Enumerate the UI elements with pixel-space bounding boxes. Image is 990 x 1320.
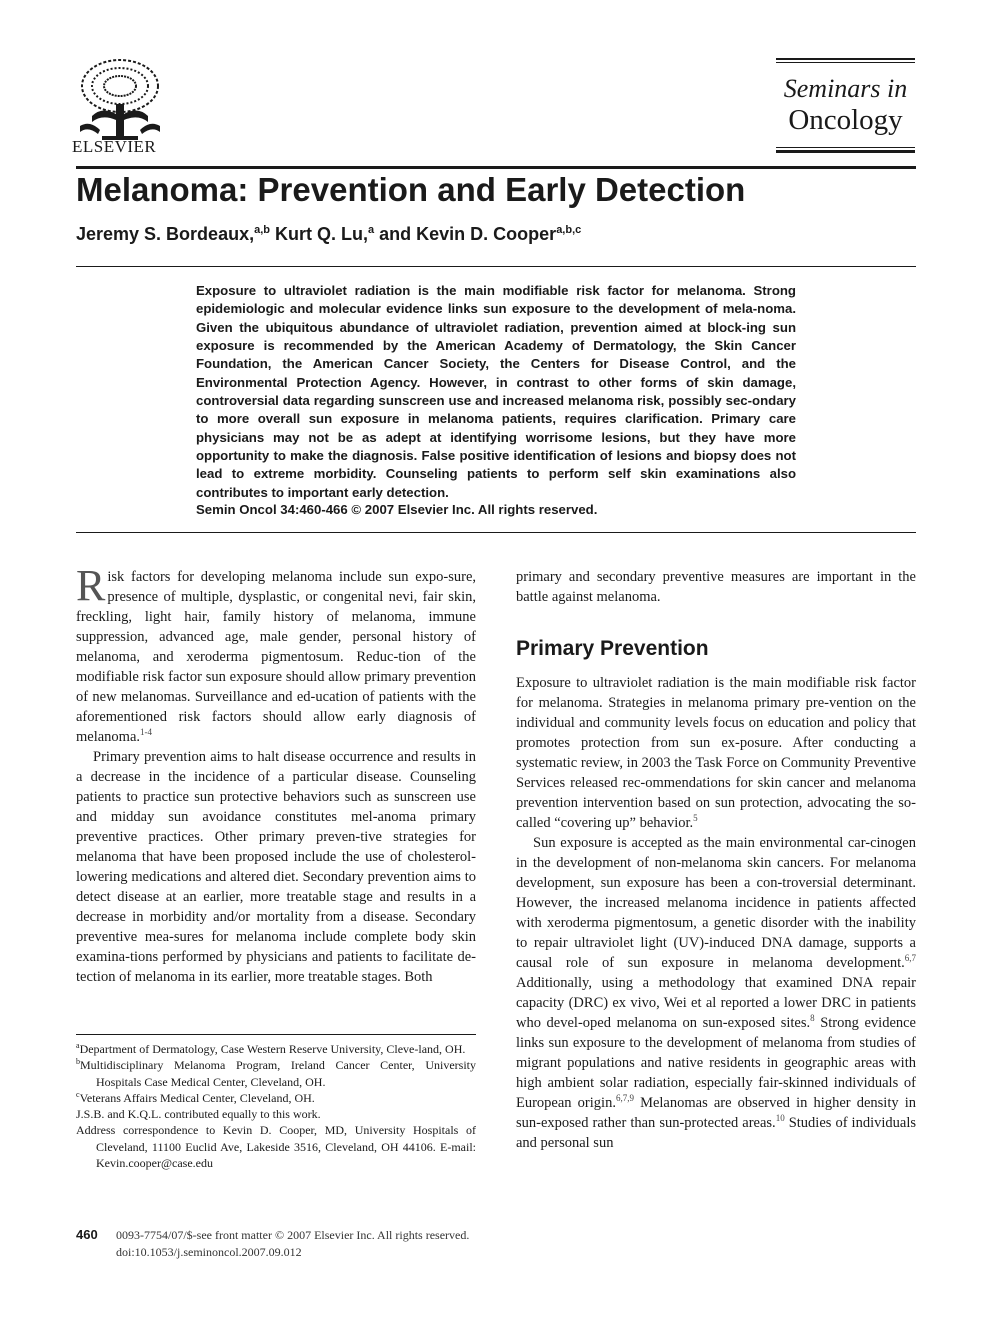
reference-link[interactable]: 6,7 <box>904 953 916 964</box>
reference-link[interactable]: 10 <box>775 1113 785 1124</box>
header-rule <box>76 166 916 169</box>
body-paragraph: primary and secondary preventive measures are important in the battle against melanoma. <box>516 569 916 605</box>
footnote-mark: b <box>76 1057 80 1067</box>
publisher-name: ELSEVIER <box>72 137 157 156</box>
reference-link[interactable]: 1-4 <box>140 727 153 738</box>
footnote-text: J.S.B. and K.Q.L. contributed equally to this work. <box>76 1107 321 1122</box>
doi-line[interactable]: doi:10.1053/j.seminoncol.2007.09.012 <box>116 1245 302 1259</box>
paragraph-text: isk factors for developing melanoma include sun expo-sure, presence of multiple, dysplastic, or congenital nevi, fair skin, freckling, light hair, family history of melanoma, immune suppression, advanced age, male gender, personal history of melanoma, and xeroderma pigmentosum. Reduc-tion of the modifiable risk factor sun exposure should allow primary prevention of new melanomas. Surveillance and ed-ucation of patients with the aforementioned risk factors should allow early diagnosis of melanoma. <box>76 569 476 745</box>
author-affiliation: a,b <box>254 224 270 236</box>
masthead-rule-bottom <box>776 150 915 153</box>
reference-link[interactable]: 5 <box>693 813 698 824</box>
page-footer <box>116 1227 469 1261</box>
reference-link[interactable]: 6,7,9 <box>615 1093 634 1104</box>
journal-name-line2: Oncology <box>788 104 903 136</box>
footnote-text: Multidisciplinary Melanoma Program, Ireland Cancer Center, University Hospitals Case Medical Center, Cleveland, OH. <box>80 1058 476 1089</box>
author-list <box>76 224 581 245</box>
citation: Semin Oncol 34:460-466 © 2007 Elsevier Inc. All rights reserved. <box>196 502 598 517</box>
footnote <box>76 1057 476 1090</box>
abstract-rule <box>76 532 916 533</box>
paragraph-text: Studies of individuals and personal sun <box>516 1115 916 1151</box>
footnote-rule <box>76 1034 476 1035</box>
paragraph-text: Sun exposure is accepted as the main environmental car-cinogen in the development of non-melanoma skin cancers. For melanoma development, sun exposure has been a con-troversial determinant. However, the increased melanoma incidence in patients affected with xeroderma pigmentosum, a genetic disorder with the inability to repair ultraviolet light (UV)-induced DNA damage, supports a causal role of sun exposure in melanoma development. <box>516 835 916 971</box>
footnote <box>76 1041 476 1057</box>
footnote-mark: c <box>76 1089 80 1099</box>
author-affiliation: a <box>368 224 375 236</box>
masthead-rule-bottom-thin <box>776 147 915 148</box>
body-paragraph <box>76 561 476 747</box>
article-title: Melanoma: Prevention and Early Detection <box>76 171 746 208</box>
body-column-right <box>516 567 916 1153</box>
body-column-left <box>76 561 476 987</box>
footnotes <box>76 1041 476 1171</box>
masthead-rule-top <box>776 58 915 60</box>
reference-link[interactable]: 8 <box>810 1013 815 1024</box>
journal-name-line1: Seminars in <box>783 74 908 103</box>
author-name: Jeremy S. Bordeaux, <box>76 224 255 244</box>
authors-rule <box>76 266 916 267</box>
paragraph-text: Melanomas are observed in higher density in sun-exposed rather than sun-protected areas. <box>516 1095 916 1131</box>
journal-masthead <box>776 58 915 154</box>
section-heading: Primary Prevention <box>516 637 709 660</box>
author-name: Kurt Q. Lu, <box>275 224 369 244</box>
body-paragraph: Primary prevention aims to halt disease occurrence and results in a decrease in the incidence of a particular disease. Counseling patients to practice sun protective behaviors such as sunscreen use and midday sun avoidance constitutes mel-anoma primary preventive practices. Other primary preven-tive strategies for melanoma that have been proposed include the use of cholesterol-lowering medications and altered diet. Secondary prevention aims to detect disease at an earlier, more treatable stage and results in a decrease in morbidity and/or mortality from a disease. Secondary preventive mea-sures for melanoma include complete body skin examina-tions performed by physicians and patients to facilitate de-tection of melanoma in its earlier, more treatable stages. Both <box>76 749 476 985</box>
drop-cap: R <box>76 561 106 610</box>
footnote-mark: a <box>76 1041 80 1050</box>
footnote <box>76 1106 476 1122</box>
paragraph-text: Additionally, using a methodology that examined DNA repair capacity (DRC) ex vivo, Wei et al reported a lower DRC in patients who devel-oped melanoma on sun-exposed sites. <box>516 975 916 1031</box>
footnote-correspondence <box>76 1122 476 1171</box>
author-name: and Kevin D. Cooper <box>379 224 557 244</box>
footnote-text: Address correspondence to Kevin D. Cooper, MD, University Hospitals of Cleveland, 11100 Euclid Ave, Lakeside 3516, Cleveland, OH 44106. E-mail: Kevin.cooper@case.edu <box>76 1123 476 1171</box>
paragraph-text: Exposure to ultraviolet radiation is the main modifiable risk factor for melanoma. Strategies in melanoma primary pre-vention on the individual and community levels focus on education and policy that promotes protection from sun ex-posure. After conducting a systematic review, in 2003 the Task Force on Community Preventive Services released rec-ommendations for skin cancer and melanoma prevention intervention based on sun protection, advocating the so-called “covering up” behavior. <box>516 675 916 831</box>
footnote-text: Department of Dermatology, Case Western Reserve University, Cleve-land, OH. <box>79 1042 466 1056</box>
author-affiliation: a,b,c <box>556 224 582 236</box>
copyright-line: 0093-7754/07/$-see front matter © 2007 Elsevier Inc. All rights reserved. <box>116 1228 470 1242</box>
page-number: 460 <box>76 1227 98 1242</box>
footnote-text: Veterans Affairs Medical Center, Cleveland, OH. <box>79 1090 315 1105</box>
paragraph-text: Strong evidence links sun exposure to the development of melanoma from studies of migrant populations and native residents in geographic areas with high ambient solar radiation, especially fair-skinned individuals of European origin. <box>516 1015 916 1111</box>
abstract: Exposure to ultraviolet radiation is the main modifiable risk factor for melanoma. Strong epidemiologic and molecular evidence links sun exposure to the development of mela-noma. Given the ubiquitous abundance of ultraviolet radiation, prevention aimed at block-ing sun exposure is recommended by the American Academy of Dermatology, the Skin Cancer Foundation, the American Cancer Society, the Centers for Disease Control, and the Environmental Protection Agency. However, in contrast to other forms of skin damage, controversial data regarding sunscreen use and increased melanoma risk, possibly sec-ondary to more overall sun exposure in melanoma patients, requires clarification. Primary care physicians may not be as adept at identifying worrisome lesions, but they have more opportunity to make the diagnosis. False positive identification of lesions and biopsy does not lead to extreme morbidity. Counseling patients to perform self skin examinations also contributes to important early detection. <box>196 283 796 500</box>
body-paragraph <box>516 673 916 833</box>
footnote <box>76 1090 476 1106</box>
body-paragraph <box>516 833 916 1153</box>
masthead-rule-top-thin <box>776 62 915 63</box>
